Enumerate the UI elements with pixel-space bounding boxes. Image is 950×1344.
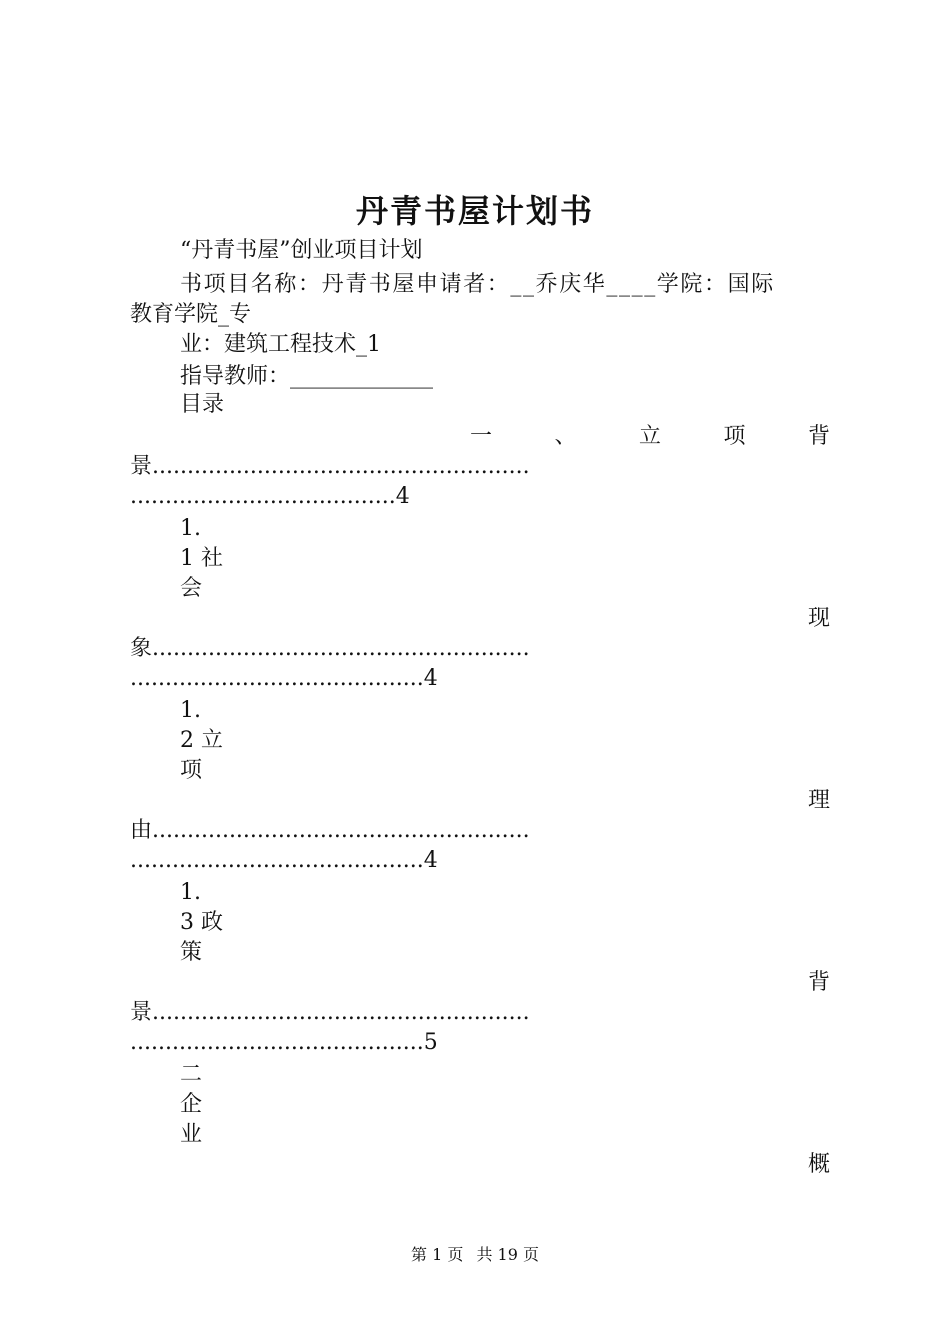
toc-item1-1-page: 4 — [423, 666, 438, 691]
toc-section2-num: 二 — [180, 1062, 203, 1087]
toc-item1-3-leader-line-2 — [130, 1028, 700, 1058]
toc-item1-3-page: 5 — [423, 1030, 438, 1055]
toc-item1-3-word: 策 — [180, 940, 203, 965]
toc-item1-2-dots: ...................................................... — [152, 818, 530, 843]
toc-item1-3-right-char: 背 — [807, 970, 830, 995]
toc-section1-char: 项 — [723, 424, 746, 449]
toc-item1-3-leader-line — [130, 998, 830, 1028]
toc-item1-2-word: 项 — [180, 758, 203, 783]
advisor-line: 指导教师：_____________ — [180, 364, 434, 389]
toc-section1-dots: ...................................................... — [152, 454, 530, 479]
toc-item1-3-num-b: 3 政 — [180, 910, 223, 935]
toc-item1-2-end-char: 由 — [130, 818, 153, 843]
toc-item1-1-end-char: 象 — [130, 636, 153, 661]
toc-section1-leader-line — [130, 452, 830, 482]
toc-item1-2-page: 4 — [423, 848, 438, 873]
toc-item1-3-dots-2: .......................................... — [130, 1030, 424, 1055]
toc-item1-3-dots: ...................................................... — [152, 1000, 530, 1025]
toc-section1-heading — [470, 422, 830, 452]
toc-section1-char: 立 — [638, 424, 661, 449]
toc-section1-char: 、 — [554, 424, 577, 449]
toc-item1-1-num-b: 1 社 — [180, 546, 223, 571]
toc-heading: 目录 — [180, 392, 225, 417]
toc-section1-dots-2: ...................................... — [130, 484, 396, 509]
toc-section1-leader-line-2 — [130, 482, 650, 512]
toc-section2-word-a: 企 — [180, 1092, 203, 1117]
document-subtitle: “丹青书屋”创业项目计划 — [180, 238, 423, 263]
toc-section2-word-b: 业 — [180, 1122, 203, 1147]
toc-item1-1-leader-line — [130, 634, 830, 664]
toc-item1-1-dots-2: .......................................... — [130, 666, 424, 691]
toc-item1-2-leader-line-2 — [130, 846, 700, 876]
toc-section1-end-char: 景 — [130, 454, 153, 479]
major-line: 业：建筑工程技术_1 — [180, 332, 381, 357]
toc-section2-right-char: 概 — [807, 1152, 830, 1177]
toc-item1-1-leader-line-2 — [130, 664, 700, 694]
toc-item1-3-num-a: 1. — [180, 880, 201, 905]
toc-item1-1-dots: ...................................................... — [152, 636, 530, 661]
document-title: 丹青书屋计划书 — [355, 192, 594, 230]
toc-item1-1-word: 会 — [180, 576, 203, 601]
toc-item1-1-right-char: 现 — [807, 606, 830, 631]
toc-item1-2-dots-2: .......................................... — [130, 848, 424, 873]
footer-page-number: 第 1 页 — [411, 1245, 464, 1264]
toc-item1-3-end-char: 景 — [130, 1000, 153, 1025]
toc-section1-page: 4 — [395, 484, 410, 509]
page-footer — [0, 1242, 950, 1265]
toc-section1-char: 一 — [470, 424, 493, 449]
footer-total-pages: 共 19 页 — [476, 1245, 539, 1264]
toc-section1-char: 背 — [807, 424, 830, 449]
toc-item1-2-num-a: 1. — [180, 698, 201, 723]
project-info-line-continued: 教育学院_专 — [130, 302, 252, 327]
project-info-line: 书项目名称：丹青书屋申请者：__乔庆华____学院：国际 — [180, 272, 775, 297]
toc-item1-2-leader-line — [130, 816, 830, 846]
toc-item1-2-num-b: 2 立 — [180, 728, 223, 753]
toc-item1-2-right-char: 理 — [807, 788, 830, 813]
toc-item1-1-num-a: 1. — [180, 516, 201, 541]
